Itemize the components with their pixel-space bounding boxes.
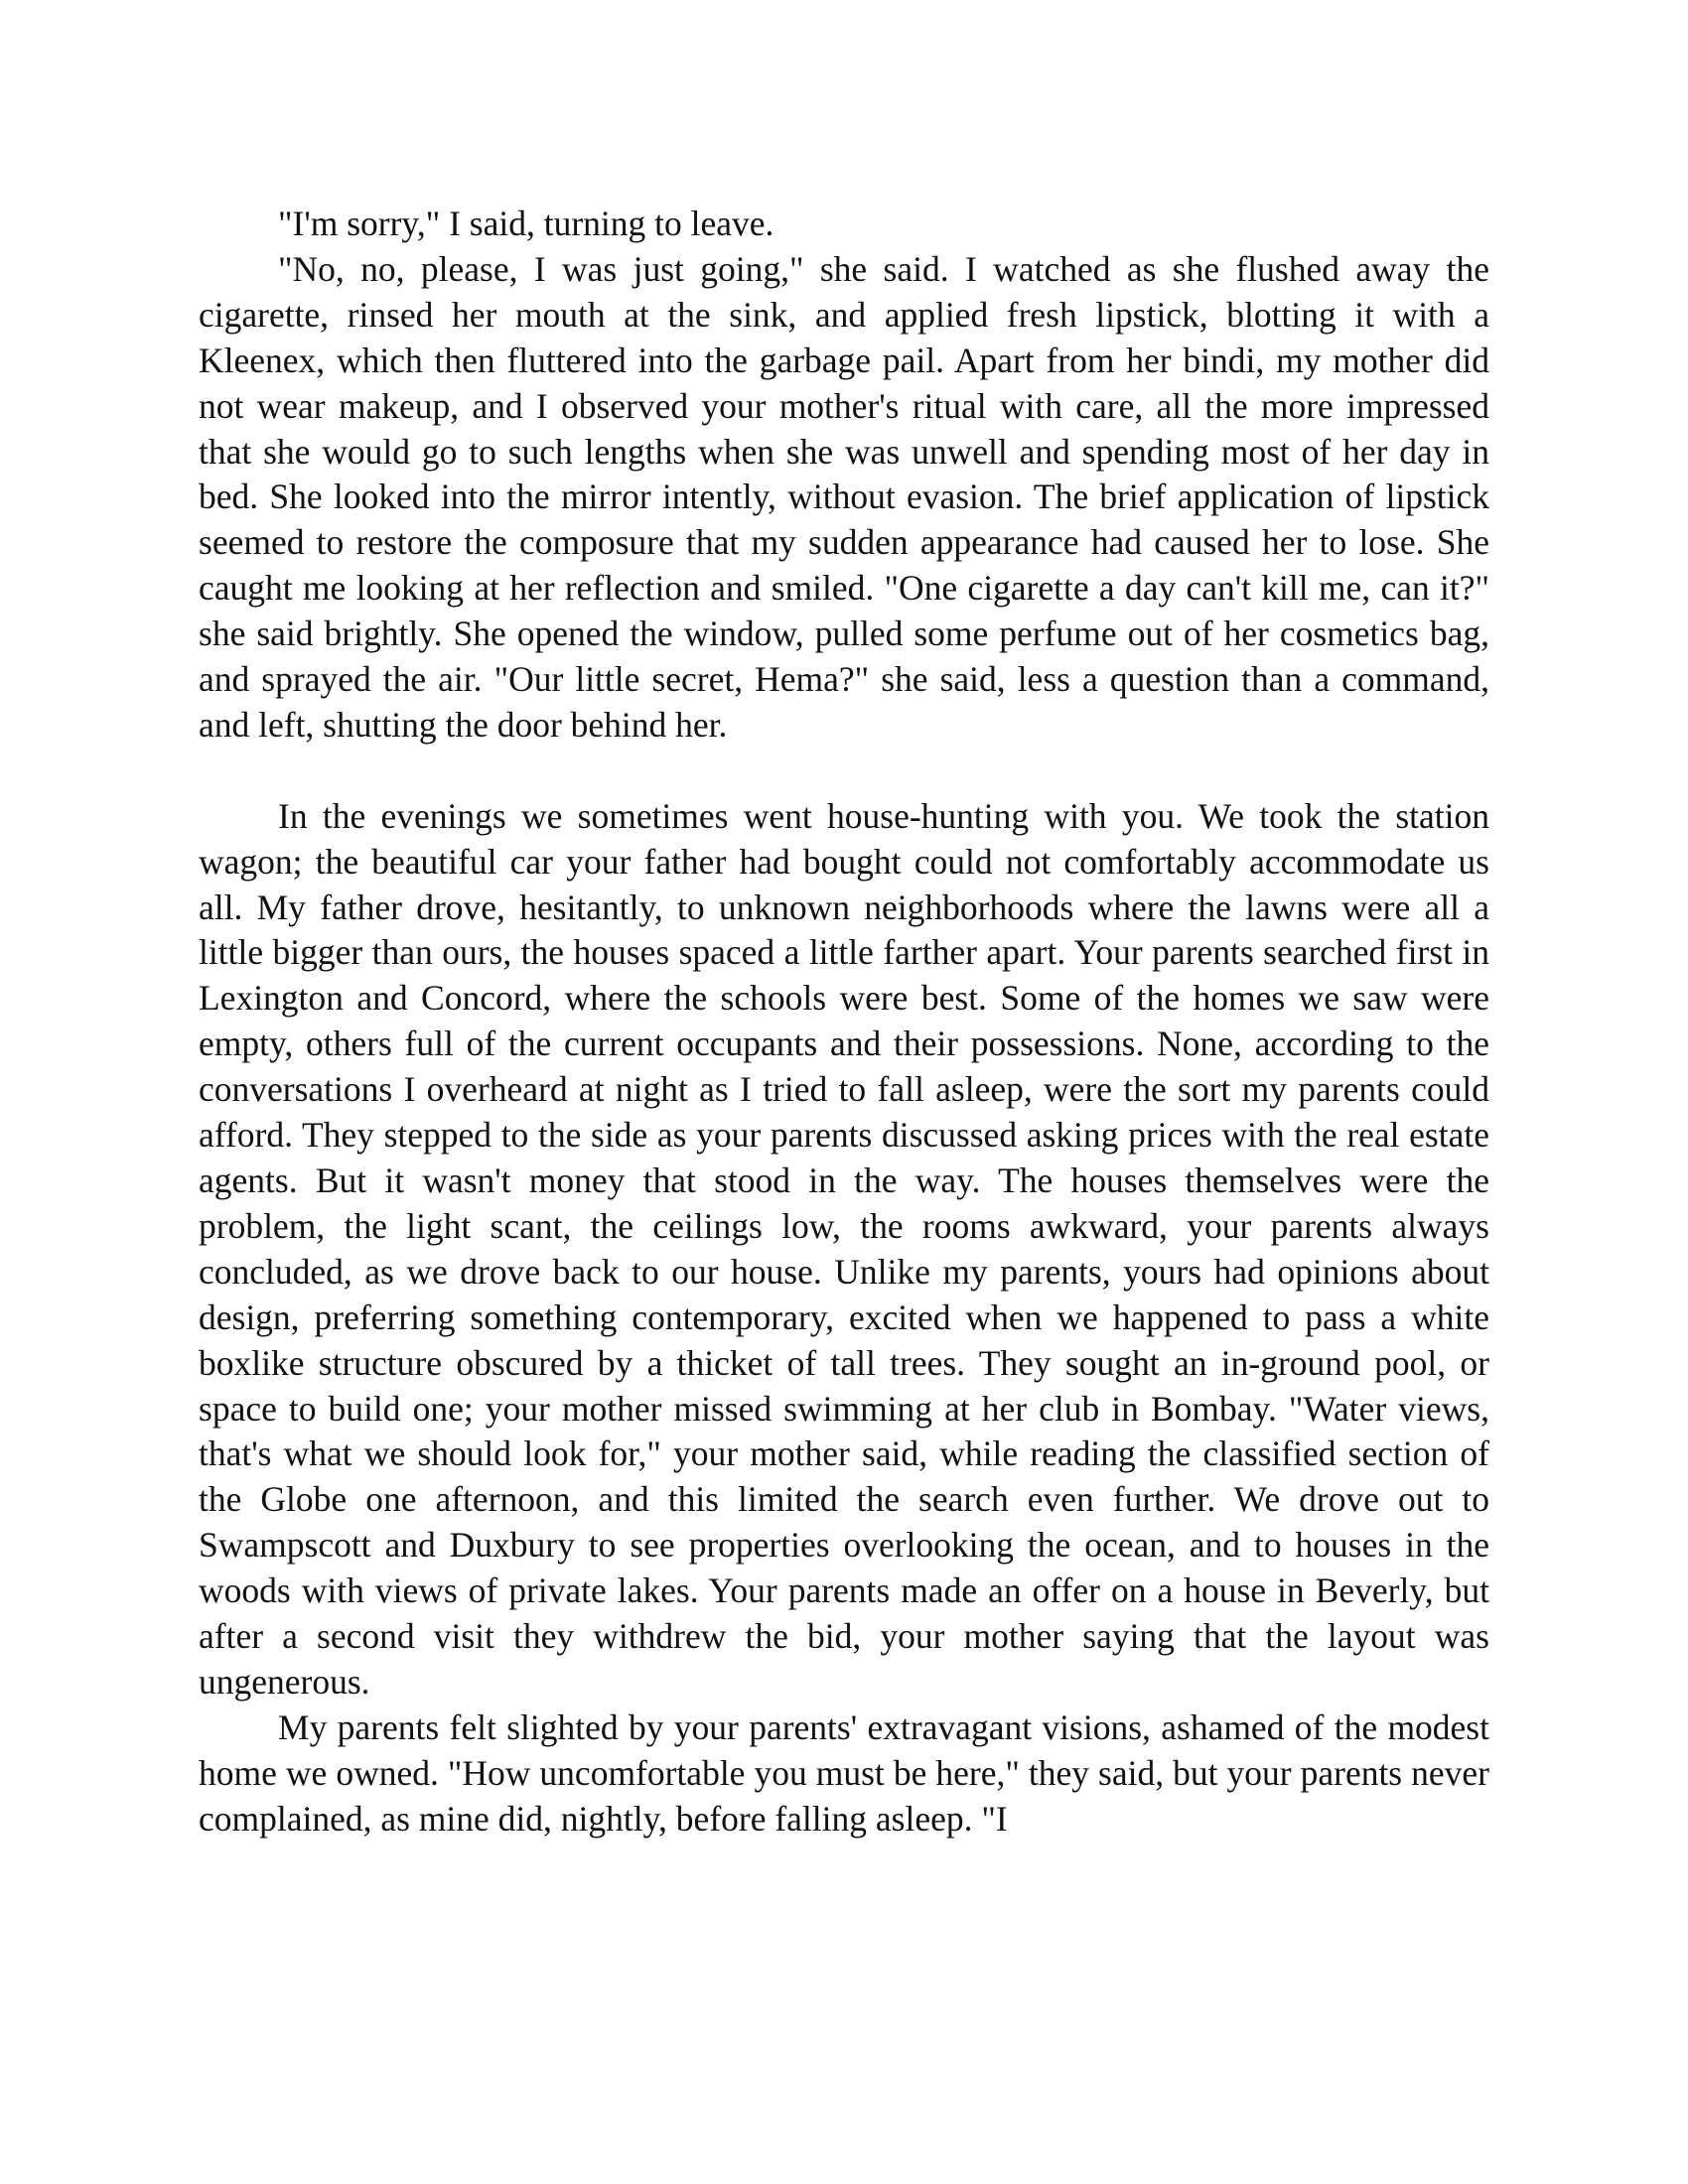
body-text <box>199 202 1489 1843</box>
paragraph-1: "I'm sorry," I said, turning to leave. <box>278 204 774 243</box>
paragraph-3: In the evenings we sometimes went house-hunting with you. We took the station wagon; the beautiful car your father had bought could not comfortably accommodate us all. My father drove, hesitantly, to unknown neighborhoods where the lawns were all a little bigger than ours, the houses spaced a little farther apart. Your parents searched first in Lexington and Concord, where the schools were best. Some of the homes we saw were empty, others full of the current occupants and their possessions. None, according to the conversations I overheard at night as I tried to fall asleep, were the sort my parents could afford. They stepped to the side as your parents discussed asking prices with the real estate agents. But it wasn't money that stood in the way. The houses themselves were the problem, the light scant, the ceilings low, the rooms awkward, your parents always concluded, as we drove back to our house. Unlike my parents, yours had opinions about design, preferring something contemporary, excited when we happened to pass a white boxlike structure obscured by a thicket of tall trees. They sought an in-ground pool, or space to build one; your mother missed swimming at her club in Bombay. "Water views, that's what we should look for," your mother said, while reading the classified section of the Globe one afternoon, and this limited the search even further. We drove out to Swampscott and Duxbury to see properties overlooking the ocean, and to houses in the woods with views of private lakes. Your parents made an offer on a house in Beverly, but after a second visit they withdrew the bid, your mother saying that the layout was ungenerous. <box>199 795 1489 1702</box>
section-break <box>199 749 1489 794</box>
paragraph-4: My parents felt slighted by your parents' extravagant visions, ashamed of the modest home we owned. "How uncomfortable you must be here," they said, but your parents never complained, as mine did, nightly, before falling asleep. "I <box>199 1706 1489 1839</box>
paragraph-2: "No, no, please, I was just going," she said. I watched as she flushed away the cigarette, rinsed her mouth at the sink, and applied fresh lipstick, blotting it with a Kleenex, which then fluttered into the garbage pail. Apart from her bindi, my mother did not wear makeup, and I observed your mother's ritual with care, all the more impressed that she would go to such lengths when she was unwell and spending most of her day in bed. She looked into the mirror intently, without evasion. The brief application of lipstick seemed to restore the composure that my sudden appearance had caused her to lose. She caught me looking at her reflection and smiled. "One cigarette a day can't kill me, can it?" she said brightly. She opened the window, pulled some perfume out of her cosmetics bag, and sprayed the air. "Our little secret, Hema?" she said, less a question than a command, and left, shutting the door behind her. <box>199 248 1489 745</box>
